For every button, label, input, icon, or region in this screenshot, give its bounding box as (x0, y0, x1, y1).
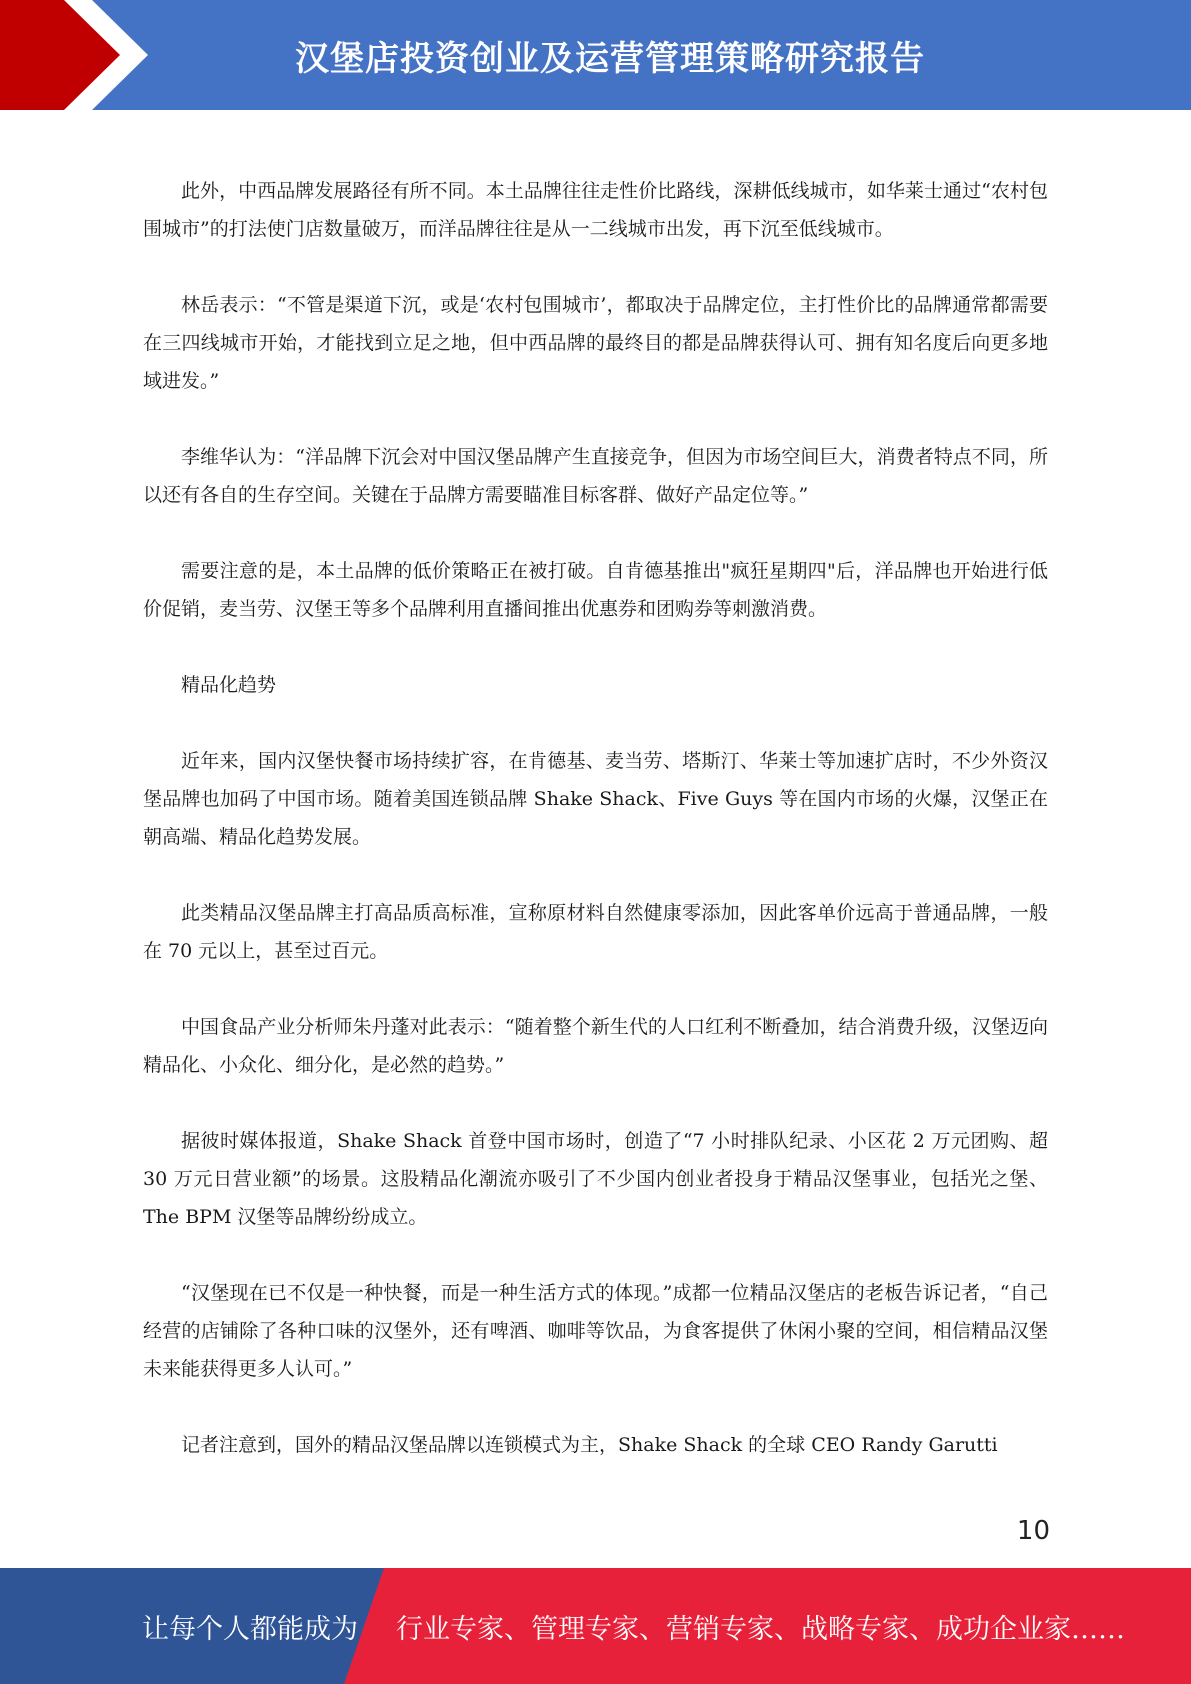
paragraph: 中国食品产业分析师朱丹蓬对此表示：“随着整个新生代的人口红利不断叠加，结合消费升级，汉堡迈向精品化、小众化、细分化，是必然的趋势。” (143, 1016, 1048, 1076)
section-heading: 精品化趋势 (181, 674, 277, 696)
paragraph: 此外，中西品牌发展路径有所不同。本土品牌往往走性价比路线，深耕低线城市，如华莱士通过“农村包围城市”的打法使门店数量破万，而洋品牌往往是从一二线城市出发，再下沉至低线城市。 (143, 180, 1048, 240)
paragraph: 林岳表示：“不管是渠道下沉，或是‘农村包围城市’，都取决于品牌定位，主打性价比的品牌通常都需要在三四线城市开始，才能找到立足之地，但中西品牌的最终目的都是品牌获得认可、拥有知名度后向更多地域进发。” (143, 294, 1048, 392)
page-header (0, 0, 1191, 110)
paragraph: 李维华认为：“洋品牌下沉会对中国汉堡品牌产生直接竞争，但因为市场空间巨大，消费者特点不同，所以还有各自的生存空间。关键在于品牌方需要瞄准目标客群、做好产品定位等。” (143, 446, 1048, 506)
footer-slogan-right: 行业专家、管理专家、营销专家、战略专家、成功企业家…… (396, 1613, 1125, 1645)
paragraph: 据彼时媒体报道，Shake Shack 首登中国市场时，创造了“7 小时排队纪录、小区花 2 万元团购、超 30 万元日营业额”的场景。这股精品化潮流亦吸引了不少国内创业者投身于精品汉堡事业，包括光之堡、The BPM 汉堡等品牌纷纷成立。 (143, 1130, 1048, 1228)
report-title: 汉堡店投资创业及运营管理策略研究报告 (295, 38, 925, 79)
paragraph: 记者注意到，国外的精品汉堡品牌以连锁模式为主，Shake Shack 的全球 CEO Randy Garutti (181, 1434, 998, 1456)
page-footer (0, 1568, 1191, 1684)
paragraph: 近年来，国内汉堡快餐市场持续扩容，在肯德基、麦当劳、塔斯汀、华莱士等加速扩店时，不少外资汉堡品牌也加码了中国市场。随着美国连锁品牌 Shake Shack、Five Guys 等在国内市场的火爆，汉堡正在朝高端、精品化趋势发展。 (143, 750, 1048, 848)
footer-slogan-left: 让每个人都能成为 (142, 1613, 358, 1645)
page-number: 10 (1016, 1516, 1050, 1546)
paragraph: 此类精品汉堡品牌主打高品质高标准，宣称原材料自然健康零添加，因此客单价远高于普通品牌，一般在 70 元以上，甚至过百元。 (143, 902, 1048, 962)
paragraph: “汉堡现在已不仅是一种快餐，而是一种生活方式的体现。”成都一位精品汉堡店的老板告诉记者，“自己经营的店铺除了各种口味的汉堡外，还有啤酒、咖啡等饮品，为食客提供了休闲小聚的空间，相信精品汉堡未来能获得更多人认可。” (143, 1282, 1048, 1380)
paragraph: 需要注意的是，本土品牌的低价策略正在被打破。自肯德基推出"疯狂星期四"后，洋品牌也开始进行低价促销，麦当劳、汉堡王等多个品牌利用直播间推出优惠券和团购券等刺激消费。 (143, 560, 1048, 620)
article-body (143, 172, 1048, 1502)
